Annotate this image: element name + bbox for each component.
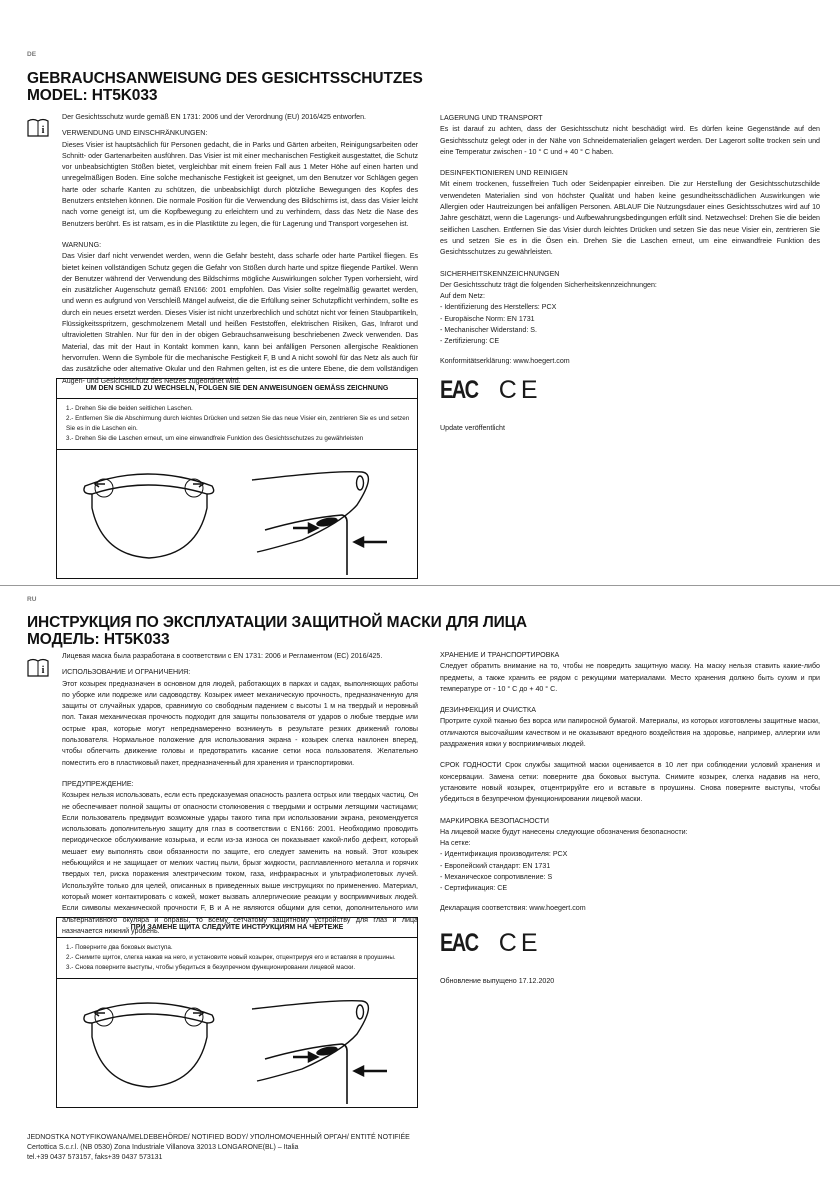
declaration: Декларация соответствия: www.hoegert.com (440, 903, 586, 912)
right-column (440, 113, 820, 434)
marking-item: - Identifizierung des Herstellers: PCX (440, 303, 557, 312)
update-note: Обновление выпущено 17.12.2020 (440, 976, 555, 985)
marking-item: - Zertifizierung: CE (440, 337, 500, 346)
marking-item: - Европейский стандарт: EN 1731 (440, 861, 551, 870)
document-title (27, 70, 423, 104)
warning-text: Козырек нельзя использовать, если есть предсказуемая опасность разлета острых или твердых частиц. Он не обеспечивает полной защиты от опасности столкновения с твердыми и острыми летящими частицами; Если пользователь предвидит возможные удары такого типа при использовании экрана, рекомендуется использовать дополнительную защиту для глаз в соответствии с EN166: 2001. Необходимо проводить периодическое обслуживание козырька, и если из-за износа он показывает какой-либо дефект, который мешает ему выполнять свои обязанности по защите, его следует заменить на новый. Этот козырек небьющийся и не защищает от мелких частиц пыли, брызг жидкости, расплавленного металла и горячих твердых тел, риска поражения электрическим током, газа, инфракрасных и ультрафиолетовых лучей. Используйте только для целей, описанных в приведенных выше инструкциях по применению. Материал, который может контактировать с кожей, может вызвать аллергические реакции у восприимчивых людей. Если символы механической прочности F, B и A не являются общими для сетки, дополнительного или альтернативного окуляра и оправы, то всему сетчатому защитному устройству для глаз и лица назначается нижний уровень. (62, 791, 418, 935)
step: 3.- Снова поверните выступы, чтобы убедиться в безупречном функционировании лицевой маски. (66, 964, 356, 971)
visor-drawing (57, 450, 417, 578)
left-column (62, 651, 418, 941)
markings-on: На сетке: (440, 839, 471, 848)
marking-item: - Сертификация: CE (440, 884, 508, 893)
left-column (62, 112, 418, 390)
step: 1.- Drehen Sie die beiden seitlichen Laschen. (66, 405, 193, 412)
section-divider (0, 585, 840, 586)
storage-text: Es ist darauf zu achten, dass der Gesichtsschutz nicht beschädigt wird. Es dürfen keine Gegenstände auf den Gesichtsschutz gelegt oder in der Nähe von Schneidematerialien gelagert werden. Der Lagerort sollte trocken sein und eine Temperatur zwischen - 10 ° C und + 40 ° C haben. (440, 125, 820, 156)
markings-heading: SICHERHEITSKENNZEICHNUNGEN (440, 269, 560, 278)
storage-text: Следует обратить внимание на то, чтобы не повредить защитную маску. На маску нельзя ставить какие-либо предметы, а также хранить ее рядом с режущими материалами. Место хранения должно быть сухим и при температуре от - 10 ° С до + 40 ° С. (440, 662, 820, 693)
markings-heading: МАРКИРОВКА БЕЗОПАСНОСТИ (440, 816, 549, 825)
usage-heading: VERWENDUNG UND EINSCHRÄNKUNGEN: (62, 129, 208, 138)
box-steps (57, 399, 417, 450)
usage-text: Dieses Visier ist hauptsächlich für Personen gedacht, die in Parks und Gärten arbeiten, Reinigungsarbeiten oder Schnitt- oder Gartenarbeiten ausführen. Das Visier ist mit einer mechanischen Festigkeit ausgestattet, die Schutz vor unbeabsichtigten Stößen bietet, vergleichbar mit einem freien Fall aus 1 Meter Höhe auf einen harten und unregelmäßigen Boden. Eine solche mechanische Festigkeit ist geeignet, um den Benutzer vor Schlägen gegen harte oder scharfe Kanten zu schützen, die unbeabsichligt durch plötzliche Bewegungen des Kopfes des Benutzers entstehen können. Die normale Position für die Verwendung des Bildschirms ist, dass das Visier leicht nach vorne geneigt ist, um die Kopfbewegung zu erleichtern und zu verhindern, dass das Netz die Nase des Benutzers berührt. Es ist ratsam, es in die Plastiktüte zu legen, die für Lagerung und Transport vorgesehen ist. (62, 140, 418, 228)
update-note: Update veröffentlicht (440, 423, 505, 432)
footer-line: tel.+39 0437 573157, faks+39 0437 573131 (27, 1154, 163, 1161)
intro-text: Der Gesichtsschutz wurde gemäß EN 1731: 2006 und der Verordnung (EU) 2016/425 entworfen. (62, 113, 367, 121)
box-steps (57, 938, 417, 979)
markings-list (440, 302, 820, 347)
box-header: UM DEN SCHILD ZU WECHSELN, FOLGEN SIE DEN ANWEISUNGEN GEMÄSS ZEICHNUNG (57, 379, 417, 399)
notified-body-footer (27, 1133, 410, 1163)
step: 2.- Entfernen Sie die Abschirmung durch leichtes Drücken und setzen Sie das neue Visier ein, zentrieren Sie es und setzen Sie es in die Laschen ein. (66, 415, 410, 432)
warning-text: Das Visier darf nicht verwendet werden, wenn die Gefahr besteht, dass scharfe oder harte Partikel fliegen. Es bietet keinen vollständigen Schutz gegen die Gefahr von Stößen durch harte und spitze fliegende Partikel. Wenn der Benutzer während der Verwendung des Bildschirms mögliche Auswirkungen solcher Typen vorhersieht, wird ein zusätzlicher Augenschutz gemäß EN166: 2001 empfohlen. Das Visier sollte regelmäßig gewartet werden, und wenn es aufgrund von Verschleiß Mängel aufweist, die die Erfüllung seiner Schutzpflicht verhindern, sollte es durch ein neues ersetzt werden. Dieses Visier ist nicht unzerbrechlich und schützt nicht vor feinen Staubpartikeln, Flüssigkeitsspritzern, geschmolzenem Metall und heißen Feststoffen, elektrischen Risiken, Gas, Infrarot und ultravioletten Strahlen. Nur für den in der obigen Gebrauchsanweisung beschriebenen Zweck verwenden. Das Material, das mit der Haut in Kontakt kommen kann, kann bei anfälligen Personen allergische Reaktionen hervorrufen. Wenn die Symbole für die mechanische Festigkeit F, B und A nicht sowohl für das Netz als auch für das zusätzliche oder alternative Okular und den Rahmen gelten, ist es die untere Ebene, die dem vollständigen Augen- und Gesichtsschutz des Netzes zugeordnet wird. (62, 252, 418, 385)
expiry-text: СРОК ГОДНОСТИ Срок службы защитной маски оценивается в 10 лет при соблюдении условий хранения и консервации. Замена сетки: поверните два боковых выступа. Снимите козырек, слегка надавив на него, установите новый козырек, отцентрируйте его и вставьте в проушины. Снова поверните выступы, чтобы убедиться в безупречном функционировании лицевой маски. (440, 761, 820, 804)
language-label: DE (27, 51, 37, 58)
language-label: RU (27, 596, 37, 603)
document-title (27, 614, 527, 648)
model-line: MODEL: HT5K033 (27, 87, 158, 104)
eac-mark: EAC (440, 375, 478, 404)
read-instructions-icon (27, 117, 49, 137)
certification-logos (440, 377, 820, 403)
markings-intro: На лицевой маске будут нанесены следующие обозначения безопасности: (440, 827, 688, 836)
visor-replacement-illustration (57, 979, 417, 1107)
shield-replacement-box (56, 917, 418, 1108)
cleaning-heading: ДЕЗИНФЕКЦИЯ И ОЧИСТКА (440, 706, 536, 715)
markings-on: Auf dem Netz: (440, 292, 485, 301)
step: 1.- Поверните два боковых выступа. (66, 944, 173, 951)
markings-intro: Der Gesichtsschutz trägt die folgenden Sicherheitskennzeichnungen: (440, 280, 657, 289)
read-instructions-icon (27, 657, 49, 677)
declaration: Konformitätserklärung: www.hoegert.com (440, 356, 570, 365)
warning-heading: ПРЕДУПРЕЖДЕНИЕ: (62, 779, 134, 788)
usage-text: Этот козырек предназначен в основном для людей, работающих в парках и садах, выполняющих работы по уборке или подрезке или садоводству. Козырек имеет механическую прочность, предназначенную для защиты от случайных ударов, сравнимую со свободным падением с высоты 1 м на твердый и неровный пол. Такая механическая прочность подходит для защиты пользователя от ударов о любые твердые или острые края, которые могут непреднамеренно возникнуть в результате резких движений головы пользователя. Нормальное положение для использования экрана - козырек слегка наклонен вперед, чтобы облегчить движение головы и предотвратить касание сетки носа пользователя. Желательно поместить его в пластиковый пакет, предназначенный для хранения и транспортировки. (62, 679, 418, 767)
marking-item: - Mechanischer Widerstand: S. (440, 326, 537, 335)
right-column (440, 650, 820, 987)
cleaning-text: Протрите сухой тканью без ворса или папиросной бумагой. Материалы, из которых изготовлены защитные маски, отличаются высочайшим качеством и не оказывают вредного воздействия на здоровье, например, аллергии или раздражения кожи у восприимчивых людей. (440, 717, 820, 749)
marking-item: - Europäische Norm: EN 1731 (440, 314, 535, 323)
marking-item: - Механическое сопротивление: S (440, 873, 553, 882)
usage-heading: ИСПОЛЬЗОВАНИЕ И ОГРАНИЧЕНИЯ: (62, 668, 191, 677)
cleaning-heading: DESINFEKTIONIEREN UND REINIGEN (440, 169, 568, 178)
svg-text:i: i (41, 125, 45, 136)
storage-heading: ХРАНЕНИЕ И ТРАНСПОРТИРОВКА (440, 651, 560, 659)
title-line: ИНСТРУКЦИЯ ПО ЭКСПЛУАТАЦИИ ЗАЩИТНОЙ МАСКИ ДЛЯ ЛИЦА (27, 614, 527, 631)
step: 2.- Снимите щиток, слегка нажав на него, и установите новый козырек, отцентрируя его и вставляя в проушины. (66, 954, 396, 961)
ce-mark: CE (498, 375, 542, 404)
box-header: ПРИ ЗАМЕНЕ ЩИТА СЛЕДУЙТЕ ИНСТРУКЦИЯМ НА ЧЕРТЕЖЕ (57, 918, 417, 938)
certification-logos (440, 930, 820, 956)
intro-text: Лицевая маска была разработана в соответствии с EN 1731: 2006 и Регламентом (ЕС) 2016/425. (62, 652, 383, 660)
model-line: МОДЕЛЬ: HT5K033 (27, 631, 170, 648)
footer-line: Certottica S.c.r.l. (NB 0530) Zona Industriale Villanova 32013 LONGARONE(BL) – Italia (27, 1144, 299, 1151)
cleaning-text: Mit einem trockenen, fusselfreien Tuch oder Seidenpapier einreiben. Die zur Herstellung der Gesichtsschutzschilde verwendeten Materialien sind von höchster Qualität und haben keine gesundheitsschädlichen Auswirkungen wie Allergien oder Hautreizungen bei anfälligen Personen. ABLAUF Die Nutzungsdauer eines Gesichtsschutzes wird auf 10 Jahre geschätzt, wenn die Lagerungs- und Aufbewahrungsbedingungen erfüllt sind. Netzwechsel: Drehen Sie die beiden seitlichen Laschen. Entfernen Sie das Visier durch leichtes Drücken und setzen Sie das neue Visier ein, zentrieren Sie es und setzen Sie es in die Ösen ein. Drehen Sie die Laschen erneut, um eine einwandfreie Funktion des Gesichtsschutzes zu gewährleisten. (440, 180, 820, 257)
footer-line: JEDNOSTKA NOTYFIKOWANA/MELDEBEHÖRDE/ NOTIFIED BODY/ УПОЛНОМОЧЕННЫЙ ОРГАН/ ENTITÉ NOTIFIÉE (27, 1134, 410, 1141)
step: 3.- Drehen Sie die Laschen erneut, um eine einwandfreie Funktion des Gesichtsschutzes zu gewährleisten (66, 435, 364, 442)
shield-replacement-box (56, 378, 418, 579)
markings-list (440, 849, 820, 894)
warning-heading: WARNUNG: (62, 240, 102, 249)
title-line: GEBRAUCHSANWEISUNG DES GESICHTSSCHUTZES (27, 70, 423, 87)
visor-replacement-illustration (57, 450, 417, 578)
storage-heading: LAGERUNG UND TRANSPORT (440, 114, 543, 122)
ce-mark: CE (498, 928, 542, 957)
eac-mark: EAC (440, 928, 478, 957)
visor-drawing (57, 979, 417, 1107)
svg-text:i: i (41, 665, 45, 676)
marking-item: - Идентификация производителя: PCX (440, 850, 568, 859)
